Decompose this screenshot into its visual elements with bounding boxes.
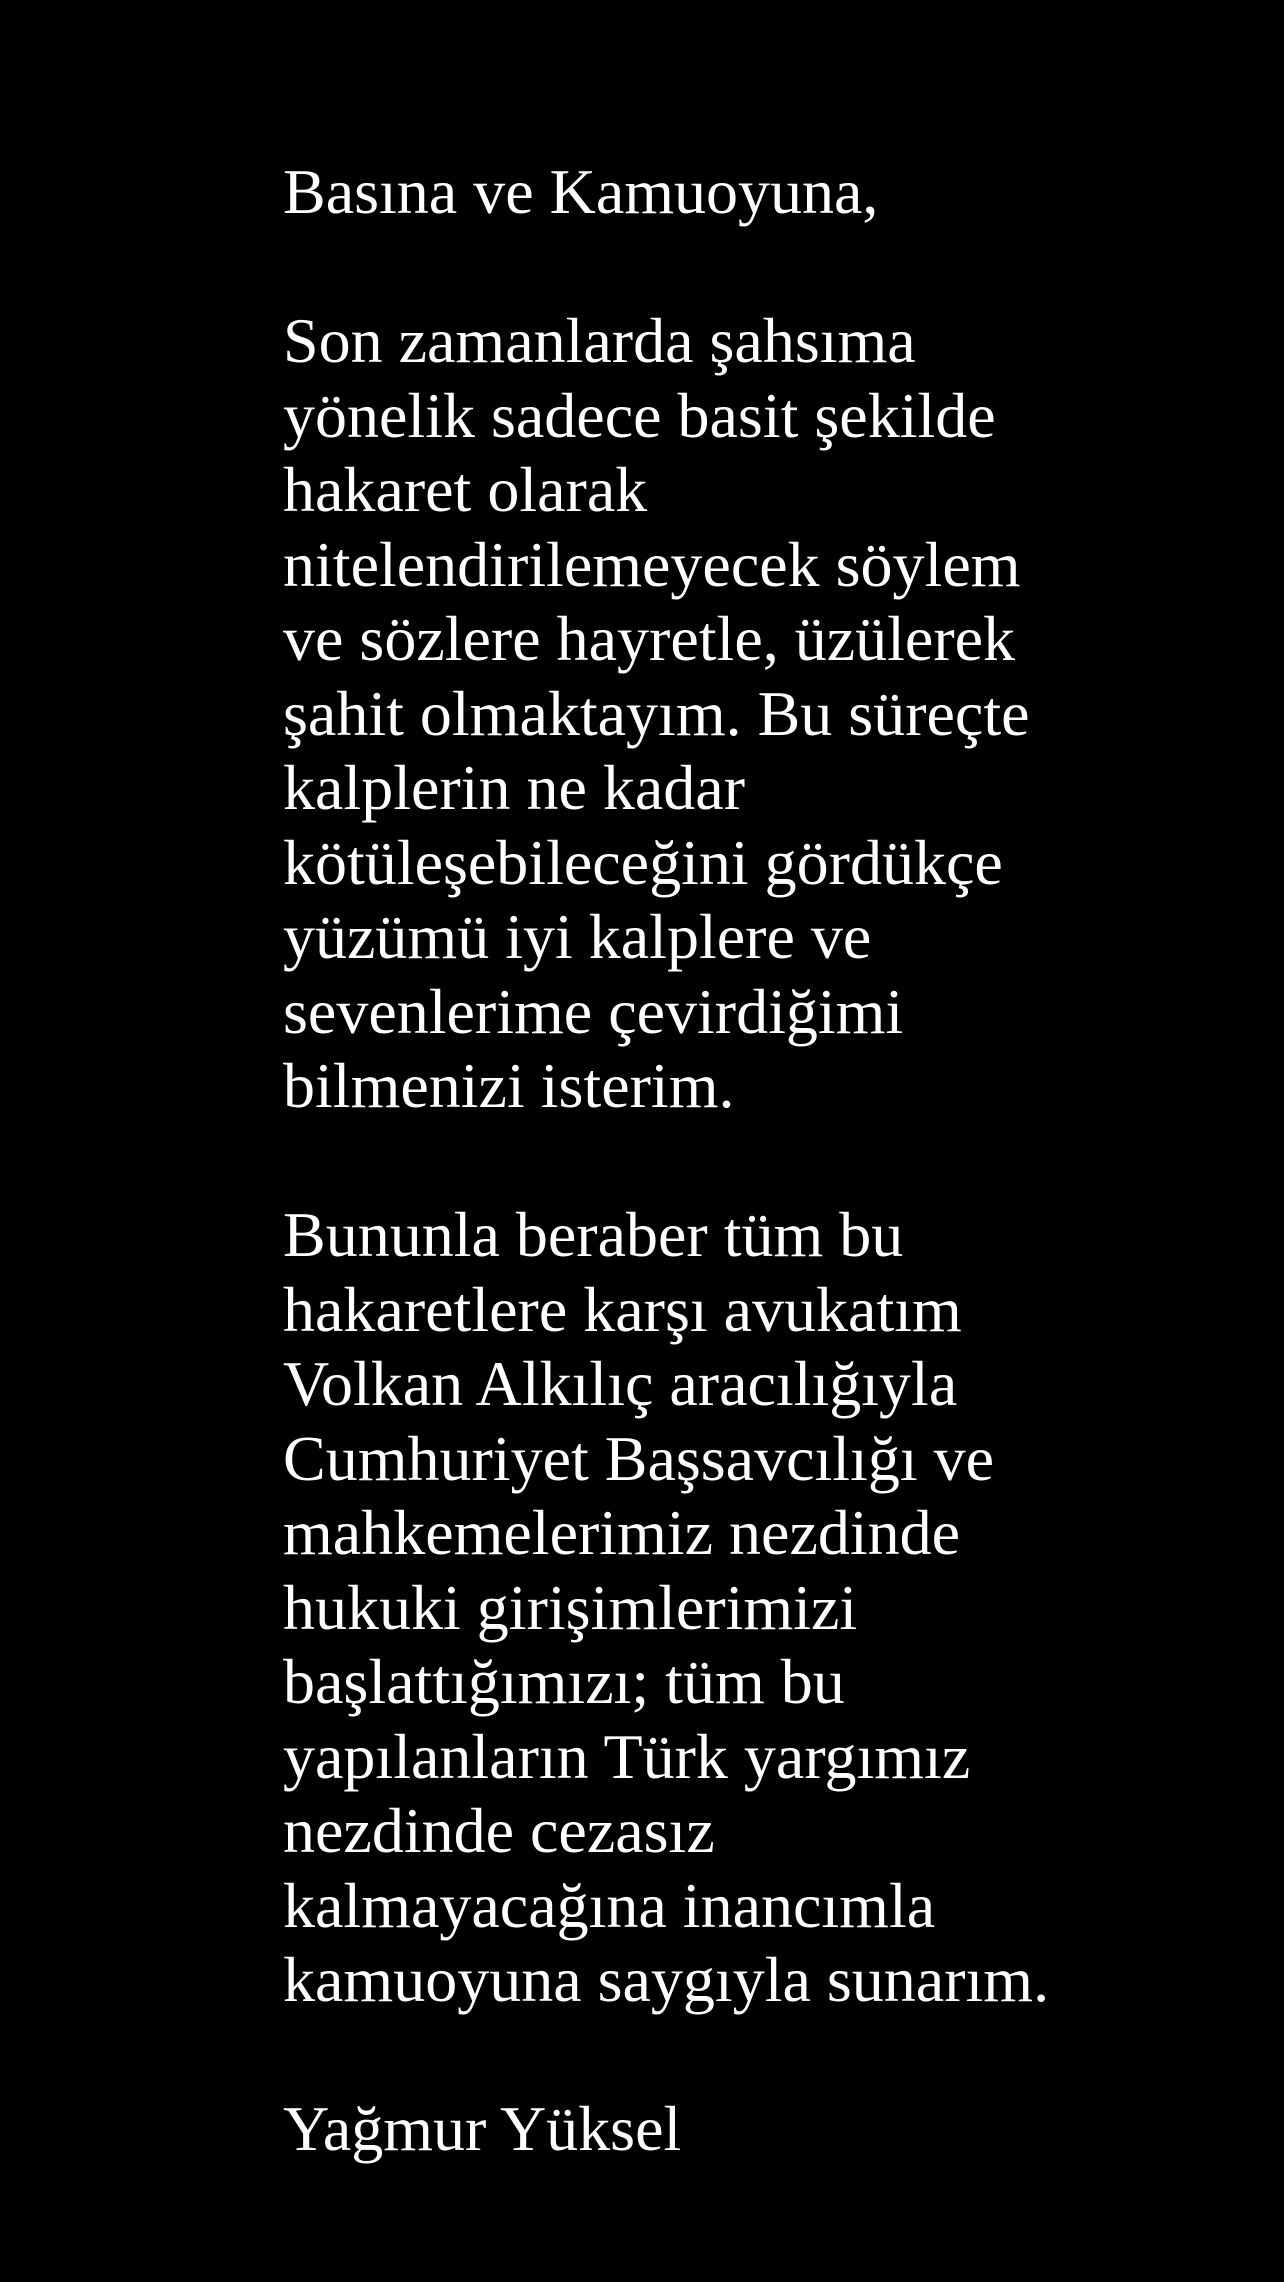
text-line: bilmenizi isterim. bbox=[283, 1050, 735, 1121]
text-line: başlattığımızı; tüm bu bbox=[283, 1646, 845, 1717]
text-line: ve sözlere hayretle, üzülerek bbox=[283, 603, 1016, 674]
text-line: kalmayacağına inancımla bbox=[283, 1869, 936, 1941]
text-line: şahit olmaktayım. Bu süreçte bbox=[283, 677, 1030, 749]
text-line: Volkan Alkılıç aracılığıyla bbox=[283, 1348, 958, 1419]
text-line: nitelendirilemeyecek söylem bbox=[283, 528, 1021, 600]
text-line: Son zamanlarda şahsıma bbox=[283, 305, 916, 376]
text-line: kötüleşebileceğini gördükçe bbox=[283, 826, 1003, 898]
signature bbox=[283, 2092, 1183, 2167]
text-line: nezdinde cezasız bbox=[283, 1795, 715, 1866]
text-line: yüzümü iyi kalplere ve bbox=[283, 901, 872, 972]
text-line: kamuoyuna saygıyla sunarım. bbox=[283, 1944, 1050, 2015]
signature-name: Yağmur Yüksel bbox=[283, 2093, 682, 2164]
paragraph-1 bbox=[283, 304, 1183, 1124]
text-line: yönelik sadece basit şekilde bbox=[283, 379, 996, 451]
text-line: hakaretlere karşı avukatım bbox=[283, 1273, 962, 1345]
text-line: kalplerin ne kadar bbox=[283, 752, 745, 823]
greeting bbox=[283, 155, 1183, 230]
text-line: sevenlerime çevirdiğimi bbox=[283, 975, 904, 1047]
text-line: Bununla beraber tüm bu bbox=[283, 1199, 904, 1270]
statement-text bbox=[283, 155, 1183, 2241]
paragraph-2 bbox=[283, 1198, 1183, 2018]
text-line: mahkemelerimiz nezdinde bbox=[283, 1497, 961, 1568]
text-line: Cumhuriyet Başsavcılığı ve bbox=[283, 1422, 994, 1494]
text-line: hukuki girişimlerimizi bbox=[283, 1571, 858, 1643]
greeting-line: Basına ve Kamuoyuna, bbox=[283, 156, 879, 227]
text-line: yapılanların Türk yargımız bbox=[283, 1720, 971, 1792]
text-line: hakaret olarak bbox=[283, 454, 648, 525]
